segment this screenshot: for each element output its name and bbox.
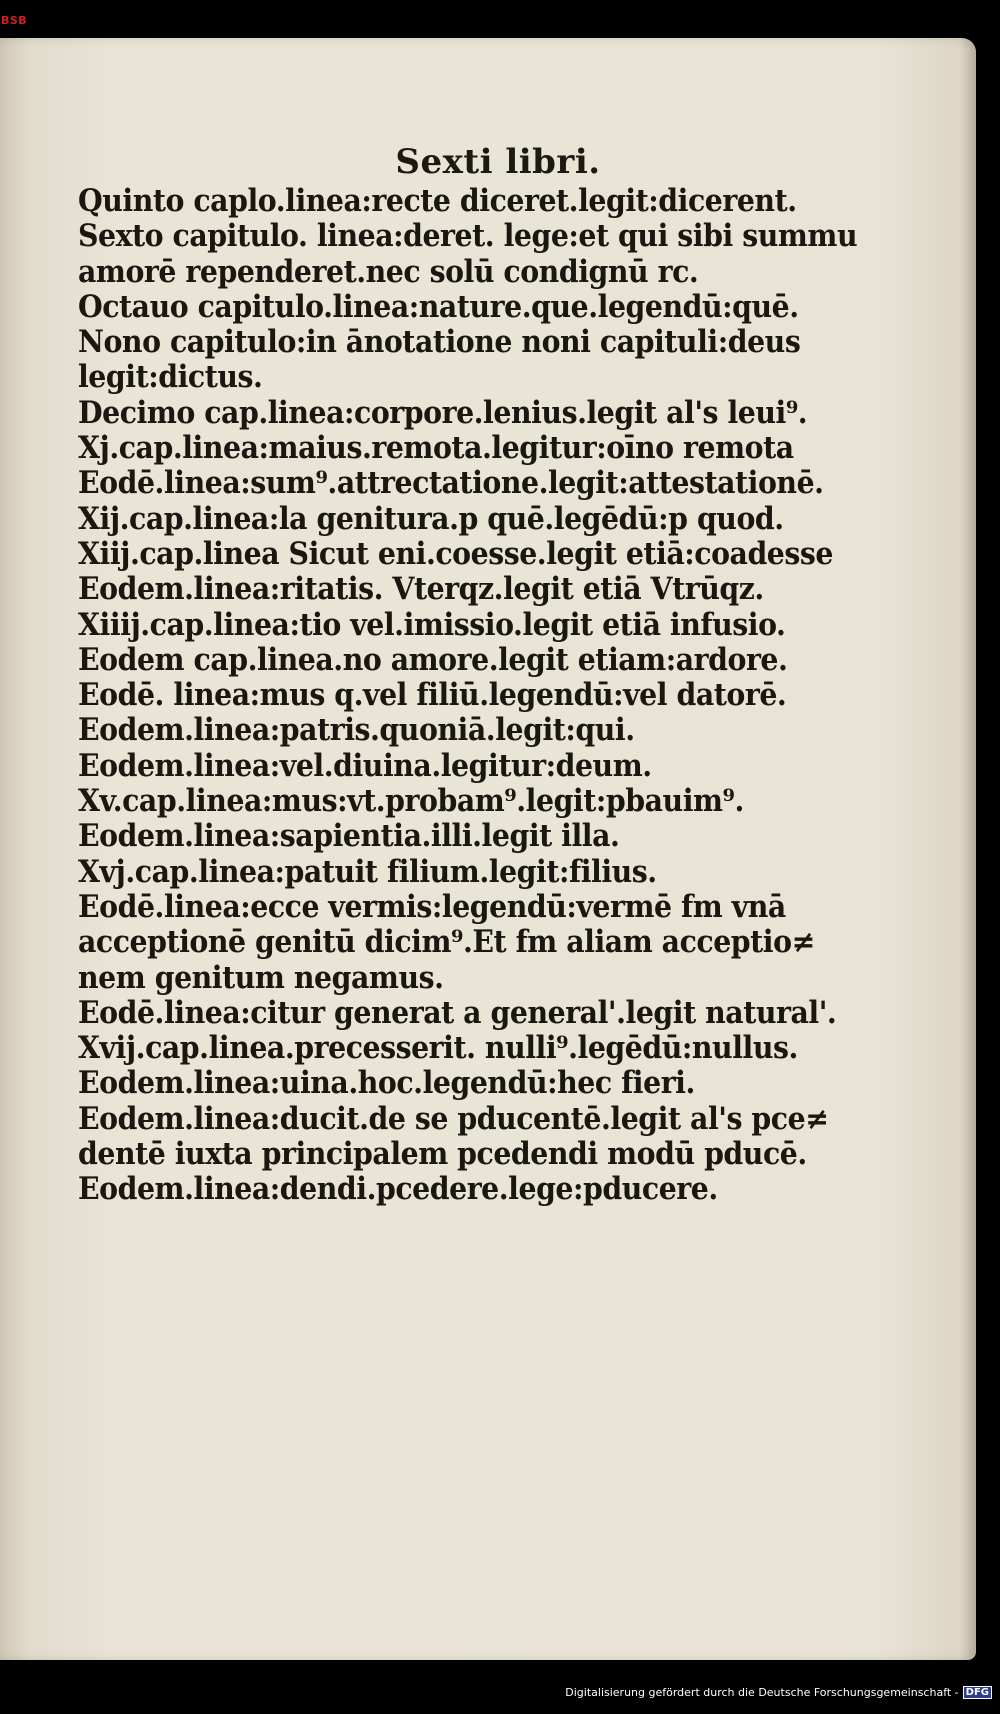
text-line: Octauo capitulo.linea:nature.que.legendū:quē. <box>78 288 799 325</box>
text-line: Eodem.linea:dendi.pcedere.lege:pducere. <box>78 1171 718 1208</box>
text-line: Nono capitulo:in ānotatione noni capituli:deus <box>78 324 801 361</box>
text-line: Sexto capitulo. linea:deret. lege:et qui sibi summu <box>78 218 858 255</box>
text-line: Eodē. linea:mus q.vel filiū.legendū:vel datorē. <box>78 677 787 714</box>
running-head: Sexti libri. <box>395 142 601 182</box>
text-line: Eodem.linea:patris.quoniā.legit:qui. <box>78 712 635 749</box>
text-line: Eodem.linea:vel.diuina.legitur:deum. <box>78 747 652 784</box>
footer-text: Digitalisierung gefördert durch die Deutsche Forschungsgemeinschaft - <box>565 1686 959 1699</box>
text-line: Xij.cap.linea:la genitura.p quē.legēdū:p quod. <box>78 500 784 537</box>
page-text-block <box>78 142 878 1208</box>
text-line: Xiiij.cap.linea:tio vel.imissio.legit etiā infusio. <box>78 606 786 643</box>
book-page <box>0 38 976 1660</box>
text-line: dentē iuxta principalem pcedendi modū pducē. <box>78 1136 807 1173</box>
text-line: Eodem.linea:ritatis. Vterqz.legit etiā Vtrūqz. <box>78 571 764 608</box>
text-line: Eodem.linea:sapientia.illi.legit illa. <box>78 818 620 855</box>
text-lines <box>78 184 878 1208</box>
text-line: acceptionē genitū dicim⁹.Et fm aliam acceptio≠ <box>78 924 815 961</box>
text-line: Decimo cap.linea:corpore.lenius.legit al's leui⁹. <box>78 394 808 431</box>
text-line: Xv.cap.linea:mus:vt.probam⁹.legit:pbauim⁹. <box>78 783 744 820</box>
bsb-logo: BSB <box>1 14 28 27</box>
text-line: Eodem cap.linea.no amore.legit etiam:ardore. <box>78 641 788 678</box>
footer <box>565 1686 992 1699</box>
text-line: Xvj.cap.linea:patuit filium.legit:filius. <box>78 853 657 890</box>
text-line: Xj.cap.linea:maius.remota.legitur:oīno remota <box>78 430 794 467</box>
text-line: nem genitum negamus. <box>78 959 444 996</box>
text-line: Quinto caplo.linea:recte diceret.legit:dicerent. <box>78 183 797 219</box>
text-line: Eodē.linea:citur generat a general'.legit natural'. <box>78 994 837 1031</box>
text-line: Eodē.linea:ecce vermis:legendū:vermē fm vnā <box>78 888 786 925</box>
text-line: legit:dictus. <box>78 359 263 396</box>
dfg-logo: DFG <box>963 1686 992 1699</box>
text-line: Eodē.linea:sum⁹.attrectatione.legit:attestationē. <box>78 465 824 502</box>
text-line: Eodem.linea:ducit.de se pducentē.legit al's pce≠ <box>78 1100 829 1137</box>
text-line: Xiij.cap.linea Sicut eni.coesse.legit etiā:coadesse <box>78 535 833 572</box>
text-line: Xvij.cap.linea.precesserit. nulli⁹.legēdū:nullus. <box>78 1030 798 1067</box>
text-line: Eodem.linea:uina.hoc.legendū:hec fieri. <box>78 1065 695 1102</box>
text-line: amorē rependeret.nec solū condignū rc. <box>78 253 699 290</box>
